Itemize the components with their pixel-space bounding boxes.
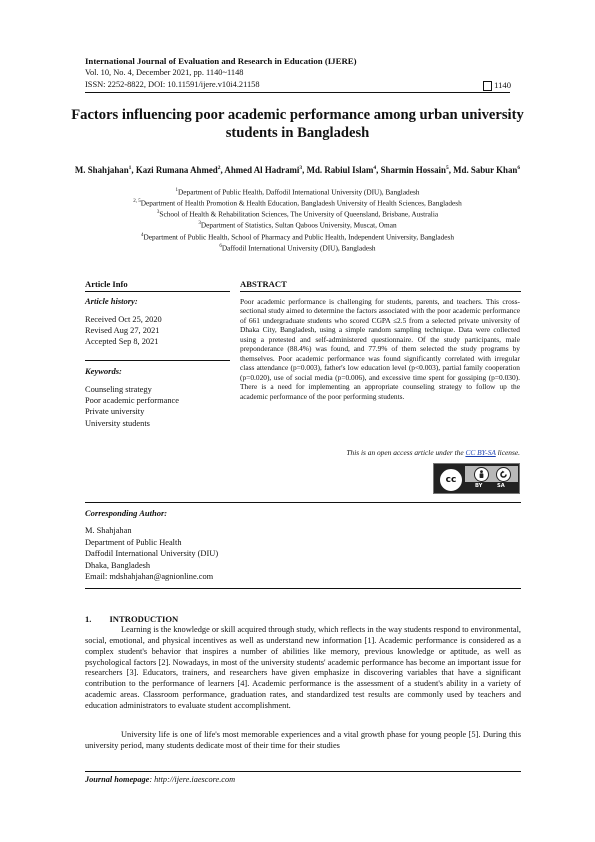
keyword: University students xyxy=(85,418,150,428)
page-icon xyxy=(483,81,492,91)
affiliation: $^3$Department of Statistics, Sultan Qaboos University, Muscat, Oman xyxy=(198,220,397,230)
article-info-rule xyxy=(85,291,230,292)
article-info-heading: Article Info xyxy=(85,279,128,289)
cc-by-sa-link[interactable]: CC BY-SA xyxy=(465,448,496,457)
history-accepted: Accepted Sep 8, 2021 xyxy=(85,337,159,347)
cc-icon: cc xyxy=(438,467,464,493)
corresponding-author-heading: Corresponding Author: xyxy=(85,508,168,518)
license-note: This is an open access article under the CC BY-SA license. xyxy=(346,448,520,457)
affiliation: $^1$Department of Public Health, Daffodil International University (DIU), Bangladesh xyxy=(175,187,420,197)
abstract-rule xyxy=(240,291,521,292)
affiliation: $^{2, 5}$Department of Health Promotion & Health Education, Bangladesh University of Health Sciences, Bangladesh xyxy=(133,198,462,208)
volume-line: Vol. 10, No. 4, December 2021, pp. 1140~1148 xyxy=(85,68,244,77)
intro-paragraph: Learning is the knowledge or skill acquired through study, which reflects in the way students respond to environmental, social, emotional, and physical incentives as well as understand new information [1]. Academic performance is considered as a complex student's behavior that inspires a number of abilities like memory, previous knowledge or aptitude, as well as psychological factors [2]. Nowadays, in most of the university students' academic performance has become an important issue for researchers [3]. Educators, trainers, and researchers have given emphasize in discovering variables that have a significant contribution to the performance of learners [4]. Academic performance is the assessment of a student's ability in a variety of academic areas. Classroom performance, graduation rates, and standardized test results are commonly used by teachers and education administrators to evaluate student accomplishment. xyxy=(85,625,521,710)
info-box-bottom-rule xyxy=(85,502,521,503)
introduction-heading: 1. INTRODUCTION xyxy=(85,614,179,624)
attribution-icon xyxy=(474,467,489,482)
homepage-link[interactable]: http://ijere.iaescore.com xyxy=(154,775,236,784)
author: Kazi Rumana Ahmed$^2$, xyxy=(135,164,225,175)
author: M. Shahjahan$^1$, xyxy=(74,164,136,175)
history-received: Received Oct 25, 2020 xyxy=(85,315,162,324)
keyword: Private university xyxy=(85,407,145,417)
author: Ahmed Al Hadrami$^3$, xyxy=(224,164,307,175)
corresponding-location: Dhaka, Bangladesh xyxy=(85,560,151,570)
affiliation-list xyxy=(62,186,533,253)
history-revised: Revised Aug 27, 2021 xyxy=(85,326,160,336)
intro-paragraph: University life is one of life's most memorable experiences and a vital growth phase for young people [5]. During this university period, many students dedicate most of their time for their studies xyxy=(85,730,521,750)
abstract-heading: ABSTRACT xyxy=(240,279,287,289)
author: Md. Rabiul Islam$^4$, xyxy=(306,164,381,175)
author-list xyxy=(70,162,525,176)
author: Md. Sabur Khan$^6$ xyxy=(453,164,521,175)
corresponding-institution: Daffodil International University (DIU) xyxy=(85,549,219,559)
affiliation: $^3$School of Health & Rehabilitation Sciences, The University of Queensland, Brisbane, Australia xyxy=(156,209,439,219)
corresponding-email[interactable]: Email: mdshahjahan@agnionline.com xyxy=(85,572,214,582)
affiliation: $^6$Daffodil International University (DIU), Bangladesh xyxy=(219,243,376,253)
abstract-text: Poor academic performance is challenging for students, parents, and teachers. This cross-sectional study aimed to determine the factors associated with the poor academic performance of 661 undergraduate students who scored CGPA ≤2.5 from a selected private university of Dhaka City, Bangladesh, using a simple random sampling technique. Data were collected using a pretested and self-administered questionnaire. Of the study participants, male preponderance (88.4%) was found, and 77.9% of them selected the study programs by themselves. Poor academic performance was found significantly correlated with irregular class attendance (p=0.003), father's low education level (p<0.003), partial family cooperation (p=0.020), use of social media (p=0.006), and excessive time spent for gossiping (p=0.030). There is a need for implementing an appropriate counseling strategy to follow up the academic performance of the poor performing students. xyxy=(240,297,520,401)
keywords-list xyxy=(85,384,179,429)
journal-homepage: Journal homepage: http://ijere.iaescore.com xyxy=(85,775,236,784)
author: Sharmin Hossain$^5$, xyxy=(380,164,451,175)
corresponding-department: Department of Public Health xyxy=(85,537,182,547)
affiliation: $^4$Department of Public Health, School of Pharmacy and Public Health, Independent University, Bangladesh xyxy=(140,231,455,241)
cc-by-sa-badge[interactable] xyxy=(433,463,520,494)
share-alike-icon xyxy=(496,467,511,482)
issn-line: ISSN: 2252-8822, DOI: 10.11591/ijere.v10i4.21158 xyxy=(85,80,260,89)
badge-sa-label: SA xyxy=(497,483,505,489)
keyword: Poor academic performance xyxy=(85,396,179,406)
keyword: Counseling strategy xyxy=(85,385,152,394)
paper-title: Factors influencing poor academic performance among urban university students in Bangladesh xyxy=(71,107,524,141)
header-rule xyxy=(85,92,510,93)
article-history-heading: Article history: xyxy=(85,296,138,306)
corresponding-author-block xyxy=(85,525,218,583)
journal-name: International Journal of Evaluation and Research in Education (IJERE) xyxy=(85,56,357,66)
keywords-heading: Keywords: xyxy=(85,366,122,376)
badge-by-label: BY xyxy=(475,483,483,489)
corresponding-bottom-rule xyxy=(85,588,521,589)
article-history-list xyxy=(85,314,162,348)
history-divider xyxy=(85,360,230,361)
page-number: 1140 xyxy=(494,80,511,90)
footer-rule xyxy=(85,771,521,772)
corresponding-name: M. Shahjahan xyxy=(85,526,132,535)
